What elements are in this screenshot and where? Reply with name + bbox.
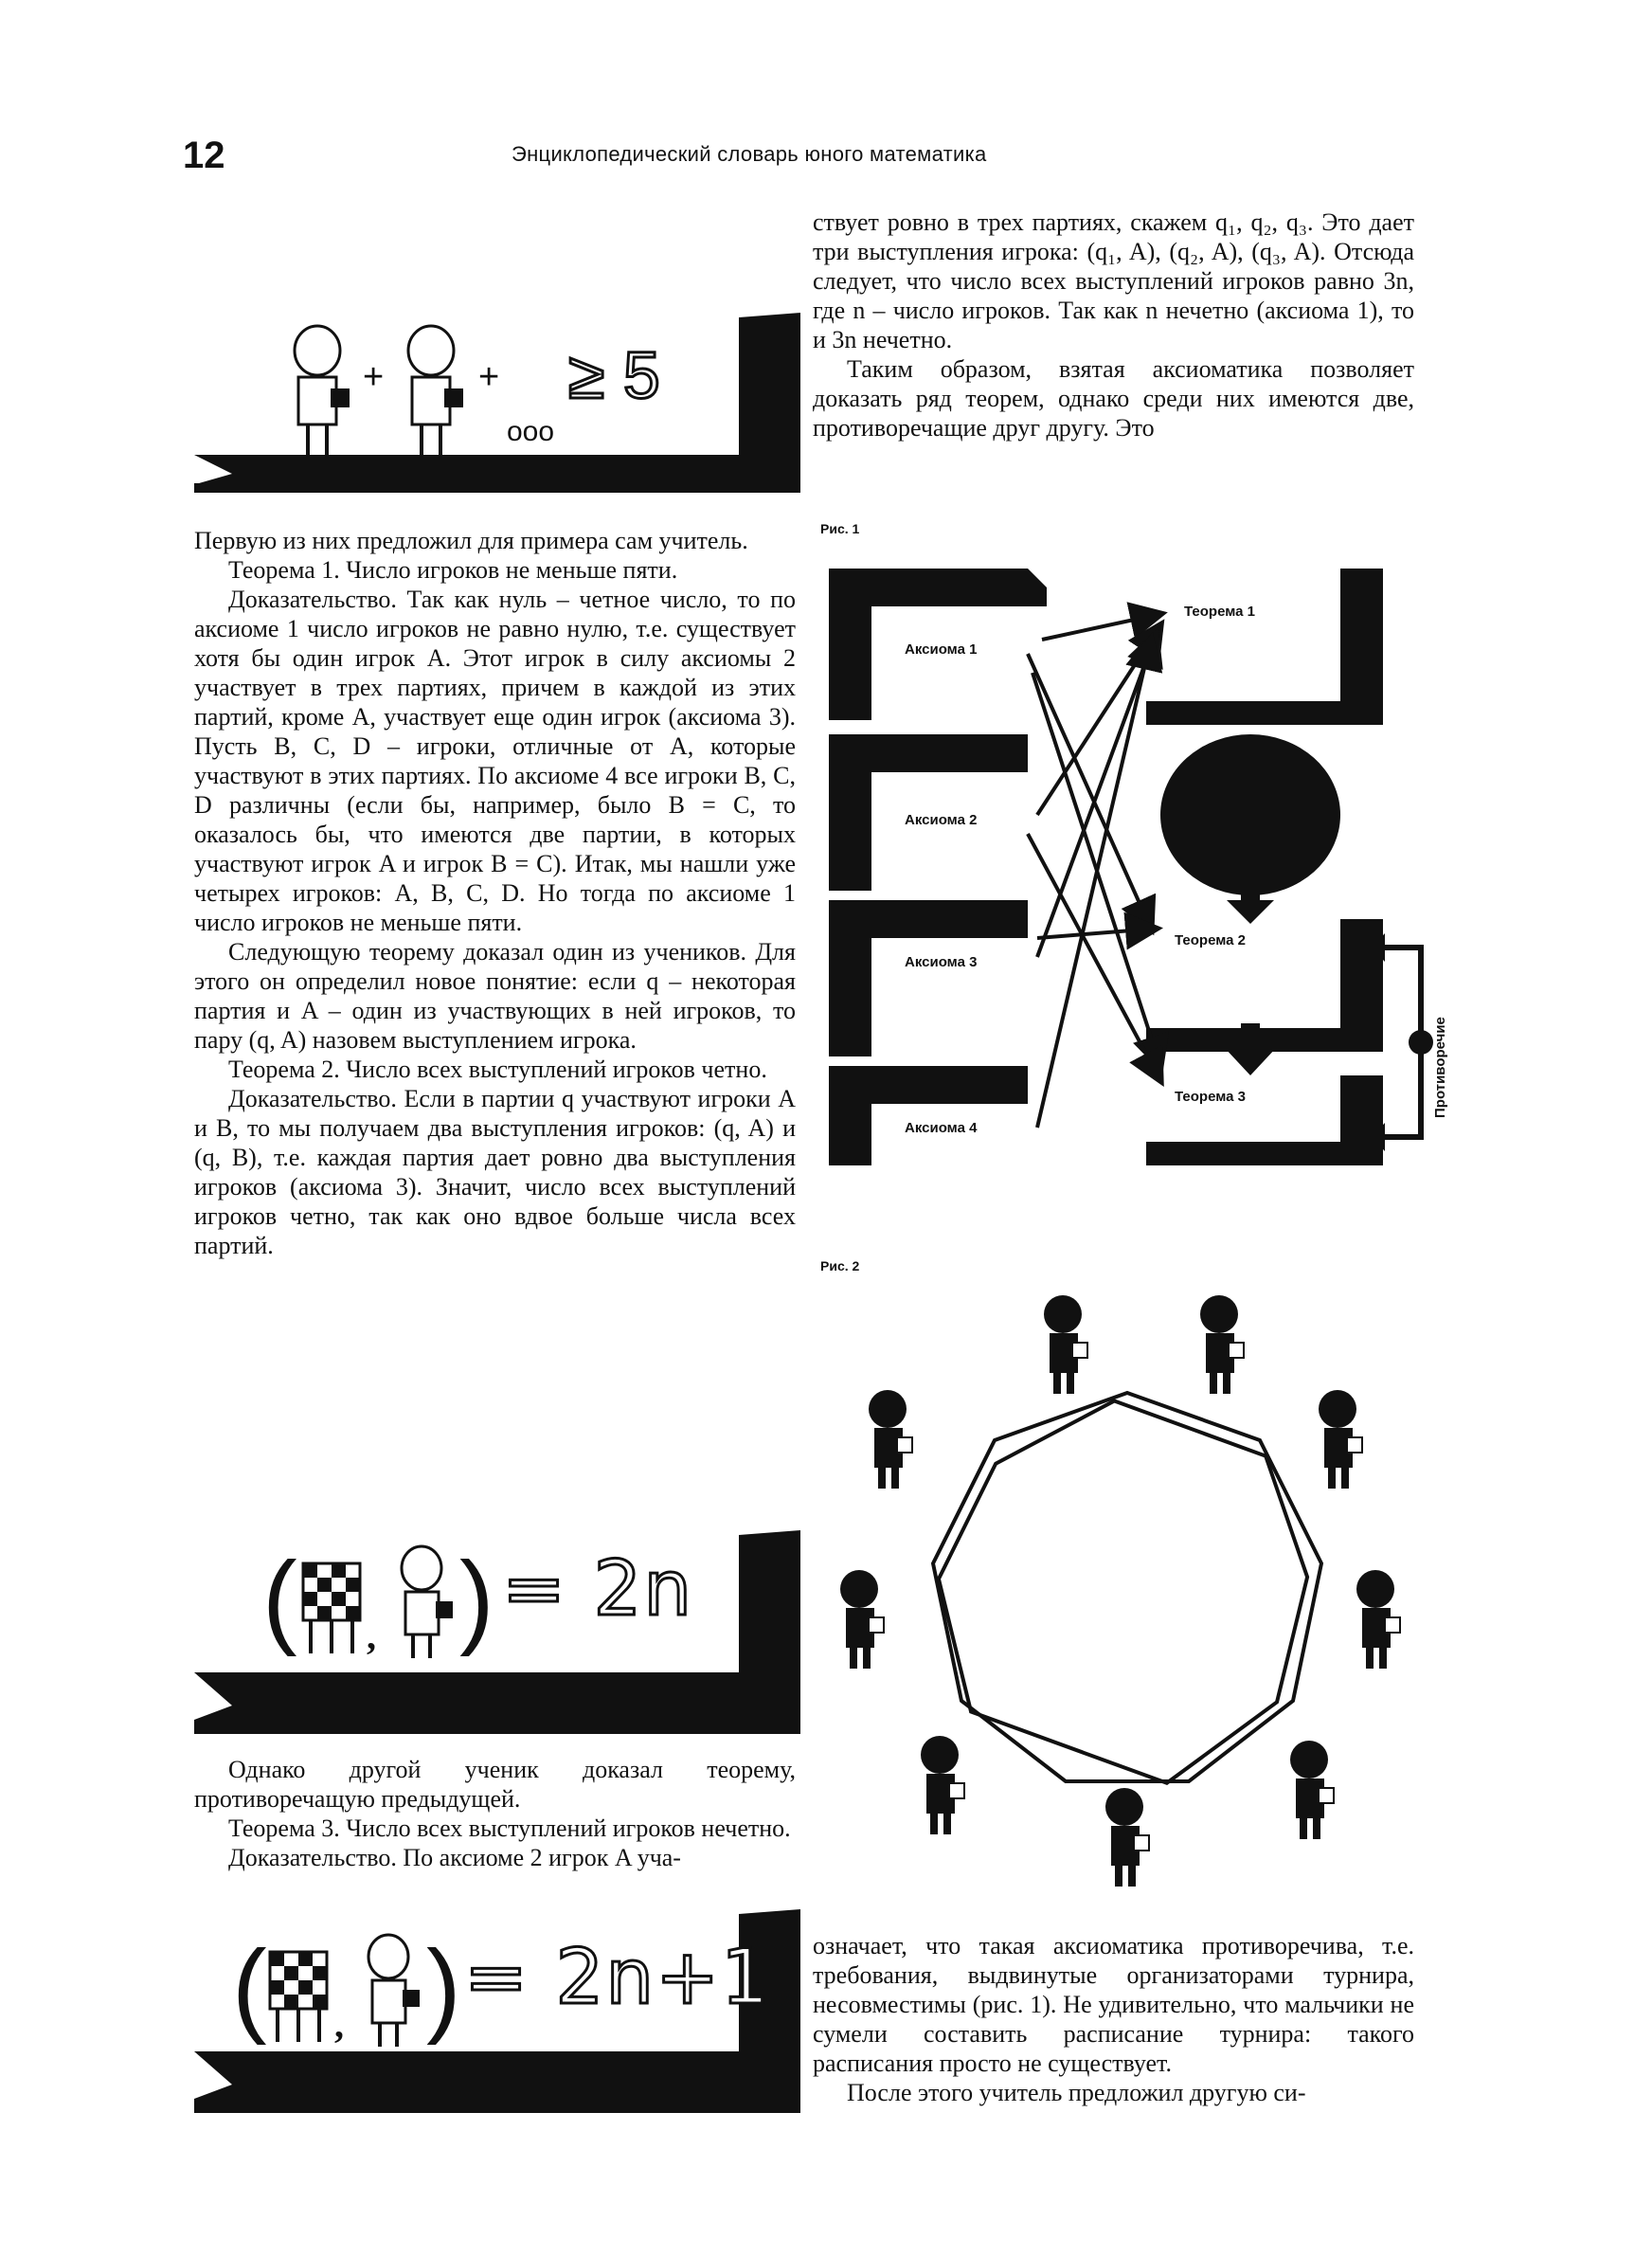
player-figure (408, 326, 463, 455)
axiom-label: Аксиома 3 (905, 954, 978, 970)
page-number: 12 (183, 135, 225, 176)
paragraph: Доказательство. Так как нуль – четное число, то по аксиоме 1 число игроков не равно нулю, т.е. существует хотя бы один игрок A. Этот игрок в силу аксиомы 2 участвует в трех партиях, причем в каждой из этих партий, кроме A, участвует еще один игрок (аксиома 3). Пусть B, C, D – игроки, отличные от A, которые участвуют в этих партиях. По аксиоме 4 все игроки B, C, D различны (если бы, например, было B = C, то оказалось бы, что имеются две партии, в которых участвуют игрок A и игрок B = C). Итак, мы нашли уже четырех игроков: A, B, C, D. Но тогда по аксиоме 1 число игроков не меньше пяти. (194, 586, 796, 936)
fig2-caption: Рис. 2 (820, 1258, 860, 1273)
svg-text:): ) (426, 1929, 461, 2046)
comma: , (367, 1615, 376, 1657)
star-outline (900, 1365, 1355, 1809)
axiom-box-3 (829, 900, 1028, 1056)
theorem-label: Теорема 2 (1175, 932, 1246, 948)
left-column (194, 526, 796, 1260)
nonagon (933, 1393, 1321, 1781)
contradiction-label: Противоречие (1432, 1017, 1448, 1118)
paragraph: Доказательство. По аксиоме 2 игрок A уча- (228, 1844, 681, 1871)
ellipsis-dots: ооо (507, 416, 555, 447)
paragraph: ствует ровно в трех партиях, скажем q₁, q₂, q₃. Это дает три выступления игрока: (q₁, A), (q₂, A), (q₃, A). Отсюда следует, что число всех выступлений игроков равно 3n, где n – число игроков. Так как n нечетно (аксиома 1), то и 3n нечетно. (813, 208, 1414, 353)
greater-equal-five: ≥ 5 (568, 338, 660, 412)
axiom-label: Аксиома 2 (905, 812, 978, 828)
theorem-box-1 (1146, 569, 1383, 725)
paragraph: Теорема 2. Число всех выступлений игроков четно. (228, 1056, 767, 1083)
chessboard-icon (270, 1952, 327, 2042)
players-circle-diagram (815, 1284, 1440, 1900)
svg-text:(: ( (262, 1541, 297, 1657)
implication-arrows (1028, 614, 1160, 1128)
comma: , (334, 2003, 344, 2046)
formula-2n: = 2n (502, 1544, 694, 1633)
paragraph: Теорема 3. Число всех выступлений игроков нечетно. (228, 1815, 791, 1842)
paragraph: означает, что такая аксиоматика противоречива, т.е. требования, выдвинутые организаторами турнира, несовместимы (рис. 1). Не удивительно, что мальчики не сумели составить расписание турнира: такого расписания просто не существует. (813, 1932, 1414, 2077)
right-column-bottom (813, 1931, 1414, 2107)
plus-sign: + (363, 357, 385, 397)
chessboard-icon (303, 1563, 360, 1653)
player-figure (295, 326, 350, 455)
svg-text:): ) (459, 1541, 494, 1657)
axiom-box-4 (829, 1066, 1028, 1165)
formula-2n-illustration (194, 1530, 800, 1734)
paragraph: Теорема 1. Число игроков не меньше пяти. (228, 556, 678, 584)
paragraph: Однако другой ученик доказал теорему, противоречащую предыдущей. (194, 1756, 796, 1813)
theorem-label: Теорема 1 (1184, 604, 1255, 620)
plus-sign: + (478, 357, 500, 397)
left-column-bottom (194, 1755, 796, 1872)
paragraph: Следующую теорему доказал один из учеников. Для этого он определил новое понятие: если q – некоторая партия и A – один из участвующих в ней игроков, то пару (q, A) назовем выступлением игрока. (194, 938, 796, 1054)
svg-text:(: ( (232, 1929, 267, 2046)
formula-2n-plus-1: = 2n+1 (464, 1933, 771, 2021)
contradiction-blob (1160, 734, 1340, 895)
spark-icon (1409, 1030, 1433, 1055)
axiom-label: Аксиома 1 (905, 641, 978, 658)
paragraph: После этого учитель предложил другую си- (847, 2079, 1306, 2106)
paragraph: Первую из них предложил для примера сам учитель. (194, 527, 748, 554)
axioms-theorems-diagram (824, 550, 1449, 1175)
formula-2n-plus-1-illustration (194, 1909, 800, 2113)
theorem-label: Теорема 3 (1175, 1089, 1246, 1105)
right-column-top (813, 208, 1414, 442)
axiom-label: Аксиома 4 (905, 1120, 978, 1136)
player-figure (402, 1546, 453, 1658)
paragraph: Таким образом, взятая аксиоматика позволяет доказать ряд теорем, однако среди них имеются две, противоречащие друг другу. Это (813, 355, 1414, 442)
players-sum-illustration (194, 303, 800, 493)
running-title: Энциклопедический словарь юного математика (512, 142, 987, 166)
player-figure (368, 1935, 420, 2047)
paragraph: Доказательство. Если в партии q участвуют игроки A и B, то мы получаем два выступления игроков: (q, A) и (q, B), т.е. каждая партия дает ровно два выступления игроков (аксиома 3). Значит, число всех выступлений игроков четно, так как оно вдвое больше числа всех партий. (194, 1085, 796, 1259)
fig1-caption: Рис. 1 (820, 521, 860, 536)
